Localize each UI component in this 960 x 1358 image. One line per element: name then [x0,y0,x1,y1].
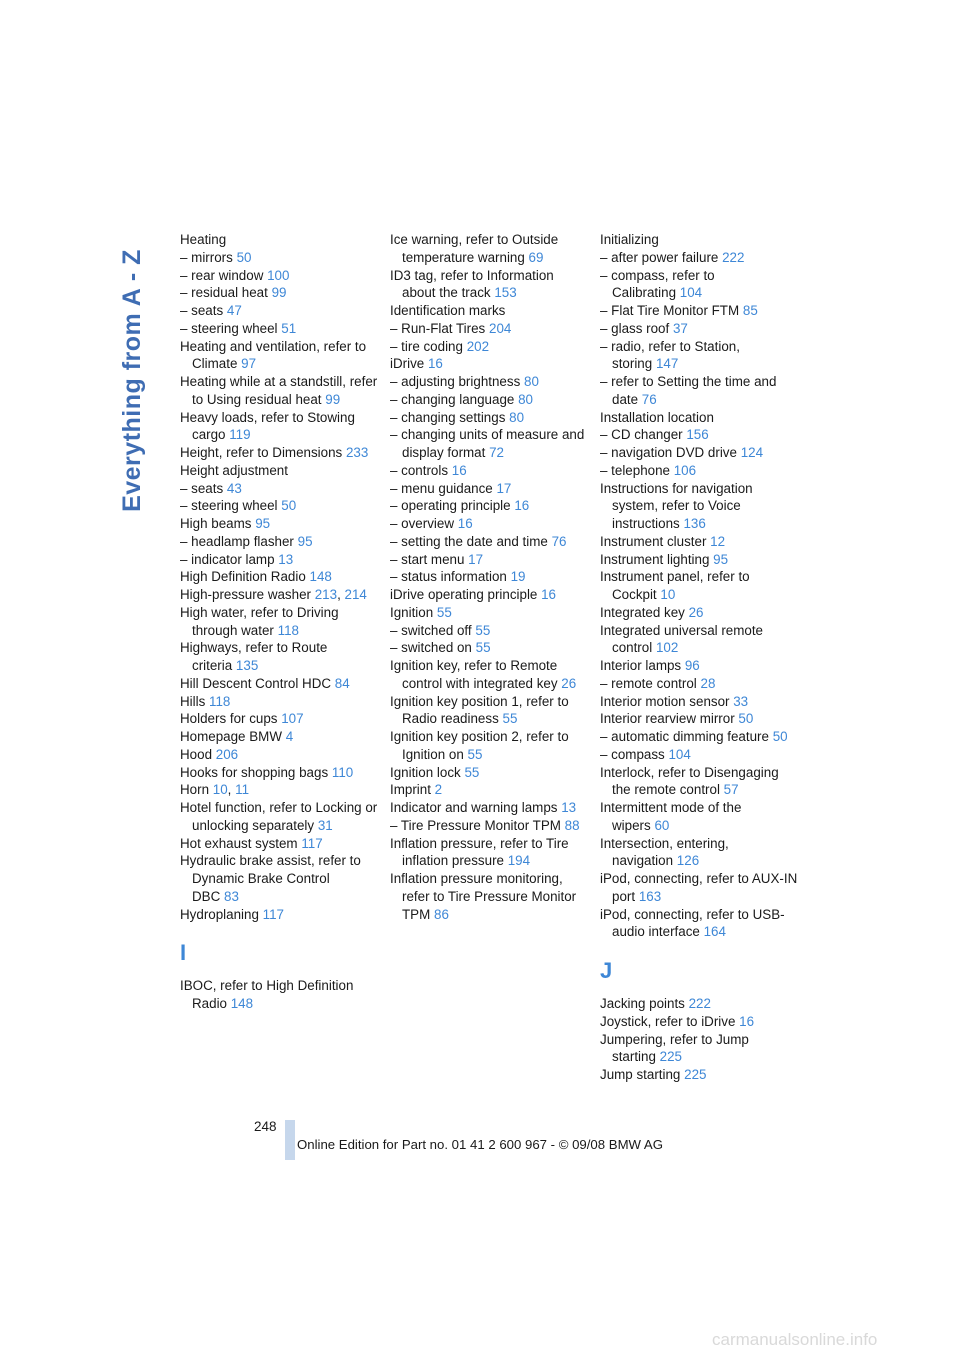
page-reference-link[interactable]: 147 [655,356,679,372]
page-reference-link[interactable]: 80 [518,391,533,407]
index-entry-text: – switched off [390,622,472,638]
index-entry-text: Inflation pressure monitoring, refer to Tire Pressure Monitor TPM [390,871,577,922]
index-entry [390,462,590,480]
index-entry-text: Interlock, refer to Disengaging the remote control [600,764,779,798]
page-reference-link[interactable]: 13 [561,800,577,815]
index-entry-text: – telephone [600,462,670,478]
index-entry-text: Hooks for shopping bags [180,764,329,780]
index-entry-text: Hood [180,746,213,762]
page-number: 248 [254,1119,277,1134]
index-entry-text: – status information [390,569,507,585]
index-entry-text: Imprint [390,782,431,798]
page-reference-link[interactable]: 117 [262,906,284,922]
index-entry-text: Interior rearview mirror [600,711,735,727]
index-entry-text: – menu guidance [390,480,493,496]
page-reference-link[interactable]: 26 [561,675,577,691]
page-reference-link[interactable]: 118 [209,693,231,709]
page-reference-link[interactable]: 76 [641,391,657,407]
page-reference-link[interactable]: 55 [502,711,518,727]
page-reference-link[interactable]: 148 [309,569,332,585]
index-entry-text: ID3 tag, refer to Information about the track [390,267,554,301]
index-entry [600,444,800,462]
page-reference-link[interactable]: 225 [684,1067,707,1082]
index-entry-text: IBOC, refer to High Definition Radio [180,978,354,1011]
index-entry-text: iDrive [390,356,425,372]
page-reference-link[interactable]: 96 [684,658,700,673]
index-entry-text: Jumpering, refer to Jump starting [600,1031,749,1065]
index-entry-text: Hill Descent Control HDC [180,675,332,691]
footer-accent-bar [285,1120,295,1160]
page-reference-link[interactable]: 16 [451,462,467,478]
page-reference-link[interactable]: 86 [434,906,449,922]
index-entry [600,320,800,338]
page-reference-link[interactable]: 95 [297,533,313,549]
index-entry-text: Highways, refer to Route criteria [180,640,328,673]
index-entry [600,995,800,1013]
page-reference-link[interactable]: 43 [226,480,242,496]
index-entry [600,231,800,249]
page-reference-link[interactable]: 47 [226,303,242,318]
index-entry-text: Ignition key, refer to Remote control with integrated key [390,658,558,691]
page-reference-link[interactable]: 100 [267,267,290,283]
index-column-3 [600,231,800,1084]
index-entry-text: – changing units of measure and display format [390,427,585,460]
page-reference-link[interactable]: 17 [468,551,484,567]
page-reference-link[interactable]: 69 [528,249,544,265]
page-reference-link[interactable]: 233 [345,445,369,460]
index-entry [600,1066,800,1084]
index-entry-text: – after power failure [600,249,719,265]
index-entry-text: Identification marks [390,303,506,318]
index-entry [180,267,380,285]
index-entry [600,604,800,622]
index-entry-text: Holders for cups [180,711,278,727]
index-entry-text: – Run-Flat Tires [390,320,486,336]
page-reference-link[interactable]: 84 [334,675,350,691]
index-entry-text: Jump starting [600,1067,681,1082]
page-reference-link[interactable]: 55 [464,764,480,780]
page-reference-link[interactable]: 16 [514,498,530,514]
index-entry-text: – glass roof [600,320,670,336]
page-reference-link[interactable]: 126 [676,853,700,869]
index-entry-text: – steering wheel [180,320,278,336]
page-reference-link[interactable]: 13 [278,551,294,567]
index-entry-text: – rear window [180,267,264,283]
index-entry-text: Instrument cluster [600,533,707,549]
index-entry-text: Height, refer to Dimensions [180,445,343,460]
index-entry [600,249,800,267]
page-reference-link[interactable]: 119 [229,427,251,443]
index-entry-text: – start menu [390,551,465,567]
page-reference-link[interactable]: 222 [722,249,745,265]
index-entry [180,533,380,551]
index-entry [180,551,380,569]
index-column-2 [390,231,590,923]
page-reference-link[interactable]: 124 [740,445,764,460]
index-entry [390,373,590,391]
index-entry-text: – automatic dimming feature [600,729,769,744]
index-entry [180,338,380,374]
index-entry-text: – radio, refer to Station, storing [600,338,740,372]
index-entry-text: – residual heat [180,285,268,301]
page-reference-link[interactable]: 194 [507,853,531,869]
index-entry [600,551,800,569]
index-entry [390,409,590,427]
page-reference-link[interactable]: 99 [271,285,287,301]
index-entry [180,835,380,853]
page-reference-link[interactable]: 104 [679,285,703,301]
site-watermark: carmanualsonline.info [712,1330,878,1349]
index-entry [390,817,590,835]
page-reference-link[interactable]: 83 [224,888,239,904]
page-reference-link[interactable]: 50 [236,249,252,265]
index-entry-text: Hydroplaning [180,906,259,922]
page-reference-link[interactable]: 16 [457,516,473,531]
index-entry [180,373,380,409]
index-entry [180,444,380,462]
index-entry-text: Installation location [600,409,714,425]
index-entry [600,657,800,675]
page-reference-link[interactable]: 2 [434,782,443,798]
index-entry [390,355,590,373]
index-entry [390,568,590,586]
index-entry-text: – seats [180,303,224,318]
page-reference-link[interactable]: 33 [733,693,749,709]
page-reference-link[interactable]: 88 [564,817,580,833]
page-reference-link[interactable]: 50 [772,729,788,744]
page-reference-link[interactable]: 11 [235,782,250,798]
index-entry-text: Ignition lock [390,764,461,780]
index-entry-text: Intersection, entering, navigation [600,835,729,869]
index-entry-text: Integrated universal remote control [600,622,764,656]
page-reference-link[interactable]: 76 [551,533,567,549]
index-entry [390,231,590,267]
page-reference-link[interactable]: 148 [230,996,254,1011]
index-entry-text: – operating principle [390,498,511,514]
index-entry [180,728,380,746]
index-entry-text: – remote control [600,675,697,691]
page-reference-link[interactable]: 55 [467,746,483,762]
page-reference-link[interactable]: 156 [686,427,709,443]
section-side-title [104,230,160,530]
index-entry-text: – seats [180,480,224,496]
index-entry-text: – mirrors [180,249,233,265]
index-entry [600,462,800,480]
index-entry: High-pressure washer 213, 214 [180,587,367,602]
index-entry-text: – changing language [390,391,515,407]
index-entry [180,515,380,533]
page-reference-link[interactable]: 28 [700,675,716,691]
page-reference-link[interactable]: 10 [660,587,676,602]
index-entry [390,480,590,498]
index-entry [390,515,590,533]
index-entry [390,551,590,569]
index-entry-text: Ice warning, refer to Outside temperature warning [390,232,559,265]
page-reference-link[interactable]: 17 [496,480,512,496]
index-entry [180,675,380,693]
index-entry [600,302,800,320]
index-entry-text: Instrument panel, refer to Cockpit [600,569,750,602]
index-entry-text: Homepage BMW [180,729,282,744]
index-entry [180,480,380,498]
page-reference-link[interactable]: 213 [314,587,338,602]
index-entry [600,267,800,303]
index-entry-text: – indicator lamp [180,551,275,567]
index-entry [390,497,590,515]
page-reference-link[interactable]: 26 [688,604,704,620]
index-entry [390,426,590,462]
index-entry [600,693,800,711]
index-entry-text: – CD changer [600,427,683,443]
index-entry-text: Instructions for navigation system, refer to Voice instructions [600,480,753,531]
index-entry [600,835,800,871]
page-reference-link[interactable]: 153 [494,285,517,301]
page-reference-link[interactable]: 37 [672,320,688,336]
index-entry [180,409,380,445]
index-entry [600,906,800,942]
footer-edition-text: Online Edition for Part no. 01 41 2 600 967 - © 09/08 BMW AG [297,1137,663,1152]
index-entry [600,1013,800,1031]
page-reference-link[interactable]: 80 [524,374,539,389]
index-entry [600,675,800,693]
index-entry [180,462,380,480]
index-entry [600,338,800,374]
index-entry [390,657,590,693]
index-entry-text: Heating and ventilation, refer to Climate [180,338,367,372]
page-reference-link[interactable]: 104 [668,746,691,762]
index-entry [390,693,590,729]
index-entry [600,799,800,835]
index-entry [180,302,380,320]
page-reference-link[interactable]: 164 [703,924,726,940]
index-entry [390,533,590,551]
index-entry-text: – changing settings [390,409,506,425]
index-entry [180,746,380,764]
page-reference-link[interactable]: 214 [344,587,367,602]
index-entry: Horn 10, 11 [180,782,250,798]
index-entry-text: – switched on [390,640,472,656]
page-reference-link[interactable]: 136 [683,516,706,531]
page-reference-link[interactable]: 72 [489,445,504,460]
index-entry-text: Instrument lighting [600,551,710,567]
page-reference-link[interactable]: 16 [541,587,557,602]
index-entry-text: High beams [180,516,252,531]
page-reference-link[interactable]: 55 [475,640,491,656]
index-entry-text: Integrated key [600,604,685,620]
index-entry-text: Indicator and warning lamps [390,800,558,815]
page-reference-link[interactable]: 16 [427,356,443,372]
index-entry-text: – compass, refer to Calibrating [600,267,715,301]
page-reference-link[interactable]: 95 [255,516,271,531]
index-entry [180,497,380,515]
index-entry-text: – Flat Tire Monitor FTM [600,303,740,318]
index-entry [390,586,590,604]
page-reference-link[interactable]: 97 [241,356,257,372]
index-entry [390,870,590,923]
index-entry [600,409,800,427]
index-entry-text: – Tire Pressure Monitor TPM [390,817,561,833]
page-reference-link[interactable]: 4 [285,729,294,744]
page-reference-link[interactable]: 50 [738,711,754,727]
index-entry [180,249,380,267]
index-entry-text: Hills [180,693,206,709]
index-entry [600,480,800,533]
index-entry-text: Intermittent mode of the wipers [600,800,742,833]
index-entry-text: – controls [390,462,449,478]
index-entry [600,1031,800,1067]
index-entry [180,231,380,249]
page-reference-link[interactable]: 107 [281,711,304,727]
index-entry-text: – adjusting brightness [390,374,521,389]
page-reference-link[interactable]: 204 [489,320,512,336]
page-reference-link[interactable]: 202 [466,338,490,354]
index-entry [600,622,800,658]
index-entry-text: High water, refer to Driving through water [180,604,339,638]
page-reference-link[interactable]: 102 [655,640,679,656]
index-entry-text: Interior motion sensor [600,693,730,709]
index-entry [180,710,380,728]
page-reference-link[interactable]: 57 [723,782,739,798]
index-entry [600,568,800,604]
index-entry-text: Hotel function, refer to Locking or unlocking separately [180,800,378,833]
index-entry-text: Inflation pressure, refer to Tire inflation pressure [390,835,569,869]
page-reference-link[interactable]: 12 [710,533,726,549]
index-column-1 [180,231,380,1013]
index-entry [600,533,800,551]
page-reference-link[interactable]: 163 [638,888,662,904]
index-entry-text: Initializing [600,232,659,247]
index-entry-text: Joystick, refer to iDrive [600,1013,736,1029]
index-entry [600,373,800,409]
page-reference-link[interactable]: 51 [281,320,297,336]
index-entry [390,639,590,657]
index-entry [600,746,800,764]
index-entry-text: Ignition key position 2, refer to Ignition on [390,729,569,762]
index-entry [390,302,590,320]
page-reference-link[interactable]: 80 [509,409,525,425]
index-entry [180,604,380,640]
index-entry-text: – compass [600,746,665,762]
page-reference-link[interactable]: 60 [654,817,670,833]
index-entry-text: – refer to Setting the time and date [600,374,777,407]
index-entry [390,267,590,303]
index-entry [600,728,800,746]
index-entry-text: – setting the date and time [390,533,548,549]
index-entry-text: Ignition [390,604,434,620]
index-entry [390,728,590,764]
index-entry-text: – steering wheel [180,498,278,514]
index-entry [180,639,380,675]
index-entry-text: iPod, connecting, refer to AUX-IN port [600,871,798,904]
index-entry [180,320,380,338]
page-reference-link[interactable]: 19 [510,569,526,585]
index-entry-text: Jacking points [600,996,685,1011]
index-entry [180,852,380,905]
page-reference-link[interactable]: 95 [713,551,729,567]
page-reference-link[interactable]: 135 [235,658,259,673]
index-entry-text: Hydraulic brake assist, refer to Dynamic Brake Control DBC [180,853,361,904]
index-entry-text: Hot exhaust system [180,835,298,851]
index-entry [180,799,380,835]
index-entry-text: Interior lamps [600,658,682,673]
page-reference-link[interactable]: 110 [331,764,354,780]
index-entry [180,284,380,302]
page-reference-link[interactable]: 16 [739,1013,755,1029]
index-entry [390,604,590,622]
index-entry-text: – overview [390,516,455,531]
side-title-text: Everything from A - Z [117,248,146,512]
index-entry [390,391,590,409]
index-entry-text: iDrive operating principle [390,587,538,602]
index-entry [390,799,590,817]
index-entry [600,764,800,800]
page-reference-link[interactable]: 55 [436,604,452,620]
page-reference-link[interactable]: 10 [212,782,228,798]
index-entry-text: iPod, connecting, refer to USB-audio interface [600,906,785,940]
index-entry-text: Heating while at a standstill, refer to Using residual heat [180,374,378,407]
page-reference-link[interactable]: 50 [281,498,297,514]
page-reference-link[interactable]: 222 [688,996,711,1011]
page-reference-link[interactable]: 225 [659,1049,682,1065]
index-entry-text: – headlamp flasher [180,533,294,549]
page-reference-link[interactable]: 55 [475,622,491,638]
page-reference-link[interactable]: 31 [317,817,333,833]
index-entry [600,870,800,906]
index-entry [600,710,800,728]
index-entry-text: Heating [180,232,227,247]
page-reference-link[interactable]: 206 [215,746,239,762]
index-entry-text: Heavy loads, refer to Stowing cargo [180,409,355,443]
index-entry [180,693,380,711]
index-entry-text: Horn [180,782,210,798]
index-letter-heading: I [180,940,187,966]
page-reference-link[interactable]: 85 [742,303,758,318]
index-entry [180,977,380,1013]
index-entry [390,622,590,640]
index-entry [390,781,590,799]
index-entry [390,764,590,782]
index-entry [180,764,380,782]
page-reference-link[interactable]: 117 [301,835,323,851]
index-entry-text: High Definition Radio [180,569,306,585]
index-entry [600,426,800,444]
index-entry-text: – navigation DVD drive [600,445,737,460]
index-entry-text: – tire coding [390,338,463,354]
index-entry [390,320,590,338]
index-entry-text: Ignition key position 1, refer to Radio readiness [390,693,569,727]
index-entry [390,835,590,871]
index-entry-text: High-pressure washer [180,587,311,602]
index-entry [180,568,380,586]
page-reference-link[interactable]: 118 [277,622,299,638]
page-reference-link[interactable]: 106 [673,462,697,478]
index-entry [390,338,590,356]
index-entry [180,906,380,924]
index-letter-heading: J [600,958,613,983]
page-reference-link[interactable]: 99 [325,391,341,407]
index-entry-text: Height adjustment [180,462,288,478]
